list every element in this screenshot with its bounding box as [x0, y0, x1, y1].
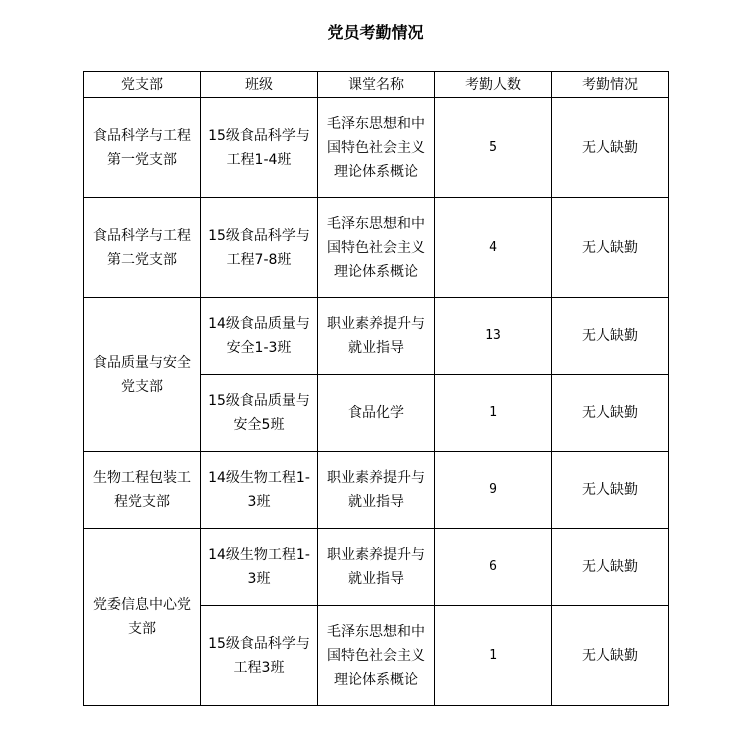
course-text: 职业素养提升与就业指导 [327, 547, 425, 587]
column-header-course: 课堂名称 [318, 72, 435, 98]
class-text: 15级食品科学与工程1-4班 [208, 127, 310, 168]
class-cell [201, 529, 318, 606]
count-text: 9 [489, 482, 497, 497]
class-text: 14级生物工程1-3班 [208, 470, 310, 510]
branch-text: 食品质量与安全党支部 [93, 354, 191, 395]
course-cell [318, 606, 435, 706]
page-title: 党员考勤情况 [327, 23, 424, 42]
status-text: 无人缺勤 [582, 328, 638, 344]
class-cell [201, 198, 318, 298]
class-text: 15级食品科学与工程3班 [208, 635, 310, 676]
class-text: 15级食品科学与工程7-8班 [208, 227, 310, 268]
status-text: 无人缺勤 [582, 139, 638, 156]
status-text: 无人缺勤 [582, 559, 638, 575]
table-header-row [84, 72, 669, 98]
class-text: 14级食品质量与安全1-3班 [208, 316, 310, 356]
status-cell [552, 375, 669, 452]
count-cell [435, 198, 552, 298]
branch-text: 食品科学与工程第二党支部 [93, 227, 191, 268]
class-text: 15级食品质量与安全5班 [208, 393, 310, 433]
course-text: 毛泽东思想和中国特色社会主义理论体系概论 [327, 215, 425, 280]
course-cell [318, 452, 435, 529]
branch-cell [84, 298, 201, 452]
table-row [84, 298, 669, 375]
count-cell [435, 375, 552, 452]
count-cell [435, 529, 552, 606]
count-text: 4 [489, 239, 497, 255]
branch-text: 食品科学与工程第一党支部 [93, 127, 191, 168]
count-cell [435, 98, 552, 198]
course-text: 职业素养提升与就业指导 [327, 316, 425, 356]
class-cell [201, 375, 318, 452]
column-header-count: 考勤人数 [435, 72, 552, 98]
branch-cell [84, 198, 201, 298]
count-cell [435, 606, 552, 706]
column-header-class: 班级 [201, 72, 318, 98]
branch-cell [84, 98, 201, 198]
status-cell [552, 98, 669, 198]
branch-text: 党委信息中心党支部 [93, 597, 191, 637]
count-cell [435, 298, 552, 375]
column-header-status: 考勤情况 [552, 72, 669, 98]
class-cell [201, 452, 318, 529]
table-row [84, 198, 669, 298]
attendance-table [83, 71, 669, 706]
count-text: 13 [485, 328, 501, 343]
status-text: 无人缺勤 [582, 405, 638, 421]
status-text: 无人缺勤 [582, 239, 638, 256]
class-cell [201, 98, 318, 198]
count-cell [435, 452, 552, 529]
status-cell [552, 606, 669, 706]
count-text: 6 [489, 559, 497, 574]
course-text: 职业素养提升与就业指导 [327, 470, 425, 510]
status-cell [552, 198, 669, 298]
course-cell [318, 529, 435, 606]
status-cell [552, 452, 669, 529]
status-text: 无人缺勤 [582, 647, 638, 664]
course-cell [318, 375, 435, 452]
status-cell [552, 529, 669, 606]
branch-text: 生物工程包装工程党支部 [93, 470, 191, 510]
branch-cell [84, 529, 201, 706]
course-cell [318, 98, 435, 198]
course-cell [318, 298, 435, 375]
branch-cell [84, 452, 201, 529]
status-text: 无人缺勤 [582, 482, 638, 498]
class-cell [201, 298, 318, 375]
table-row [84, 98, 669, 198]
course-text: 食品化学 [348, 405, 404, 421]
count-text: 5 [489, 139, 497, 155]
course-text: 毛泽东思想和中国特色社会主义理论体系概论 [327, 623, 425, 688]
course-text: 毛泽东思想和中国特色社会主义理论体系概论 [327, 115, 425, 180]
class-cell [201, 606, 318, 706]
column-header-branch: 党支部 [84, 72, 201, 98]
course-cell [318, 198, 435, 298]
count-text: 1 [489, 647, 497, 663]
class-text: 14级生物工程1-3班 [208, 547, 310, 587]
table-row [84, 452, 669, 529]
table-row [84, 529, 669, 606]
status-cell [552, 298, 669, 375]
count-text: 1 [489, 405, 497, 420]
